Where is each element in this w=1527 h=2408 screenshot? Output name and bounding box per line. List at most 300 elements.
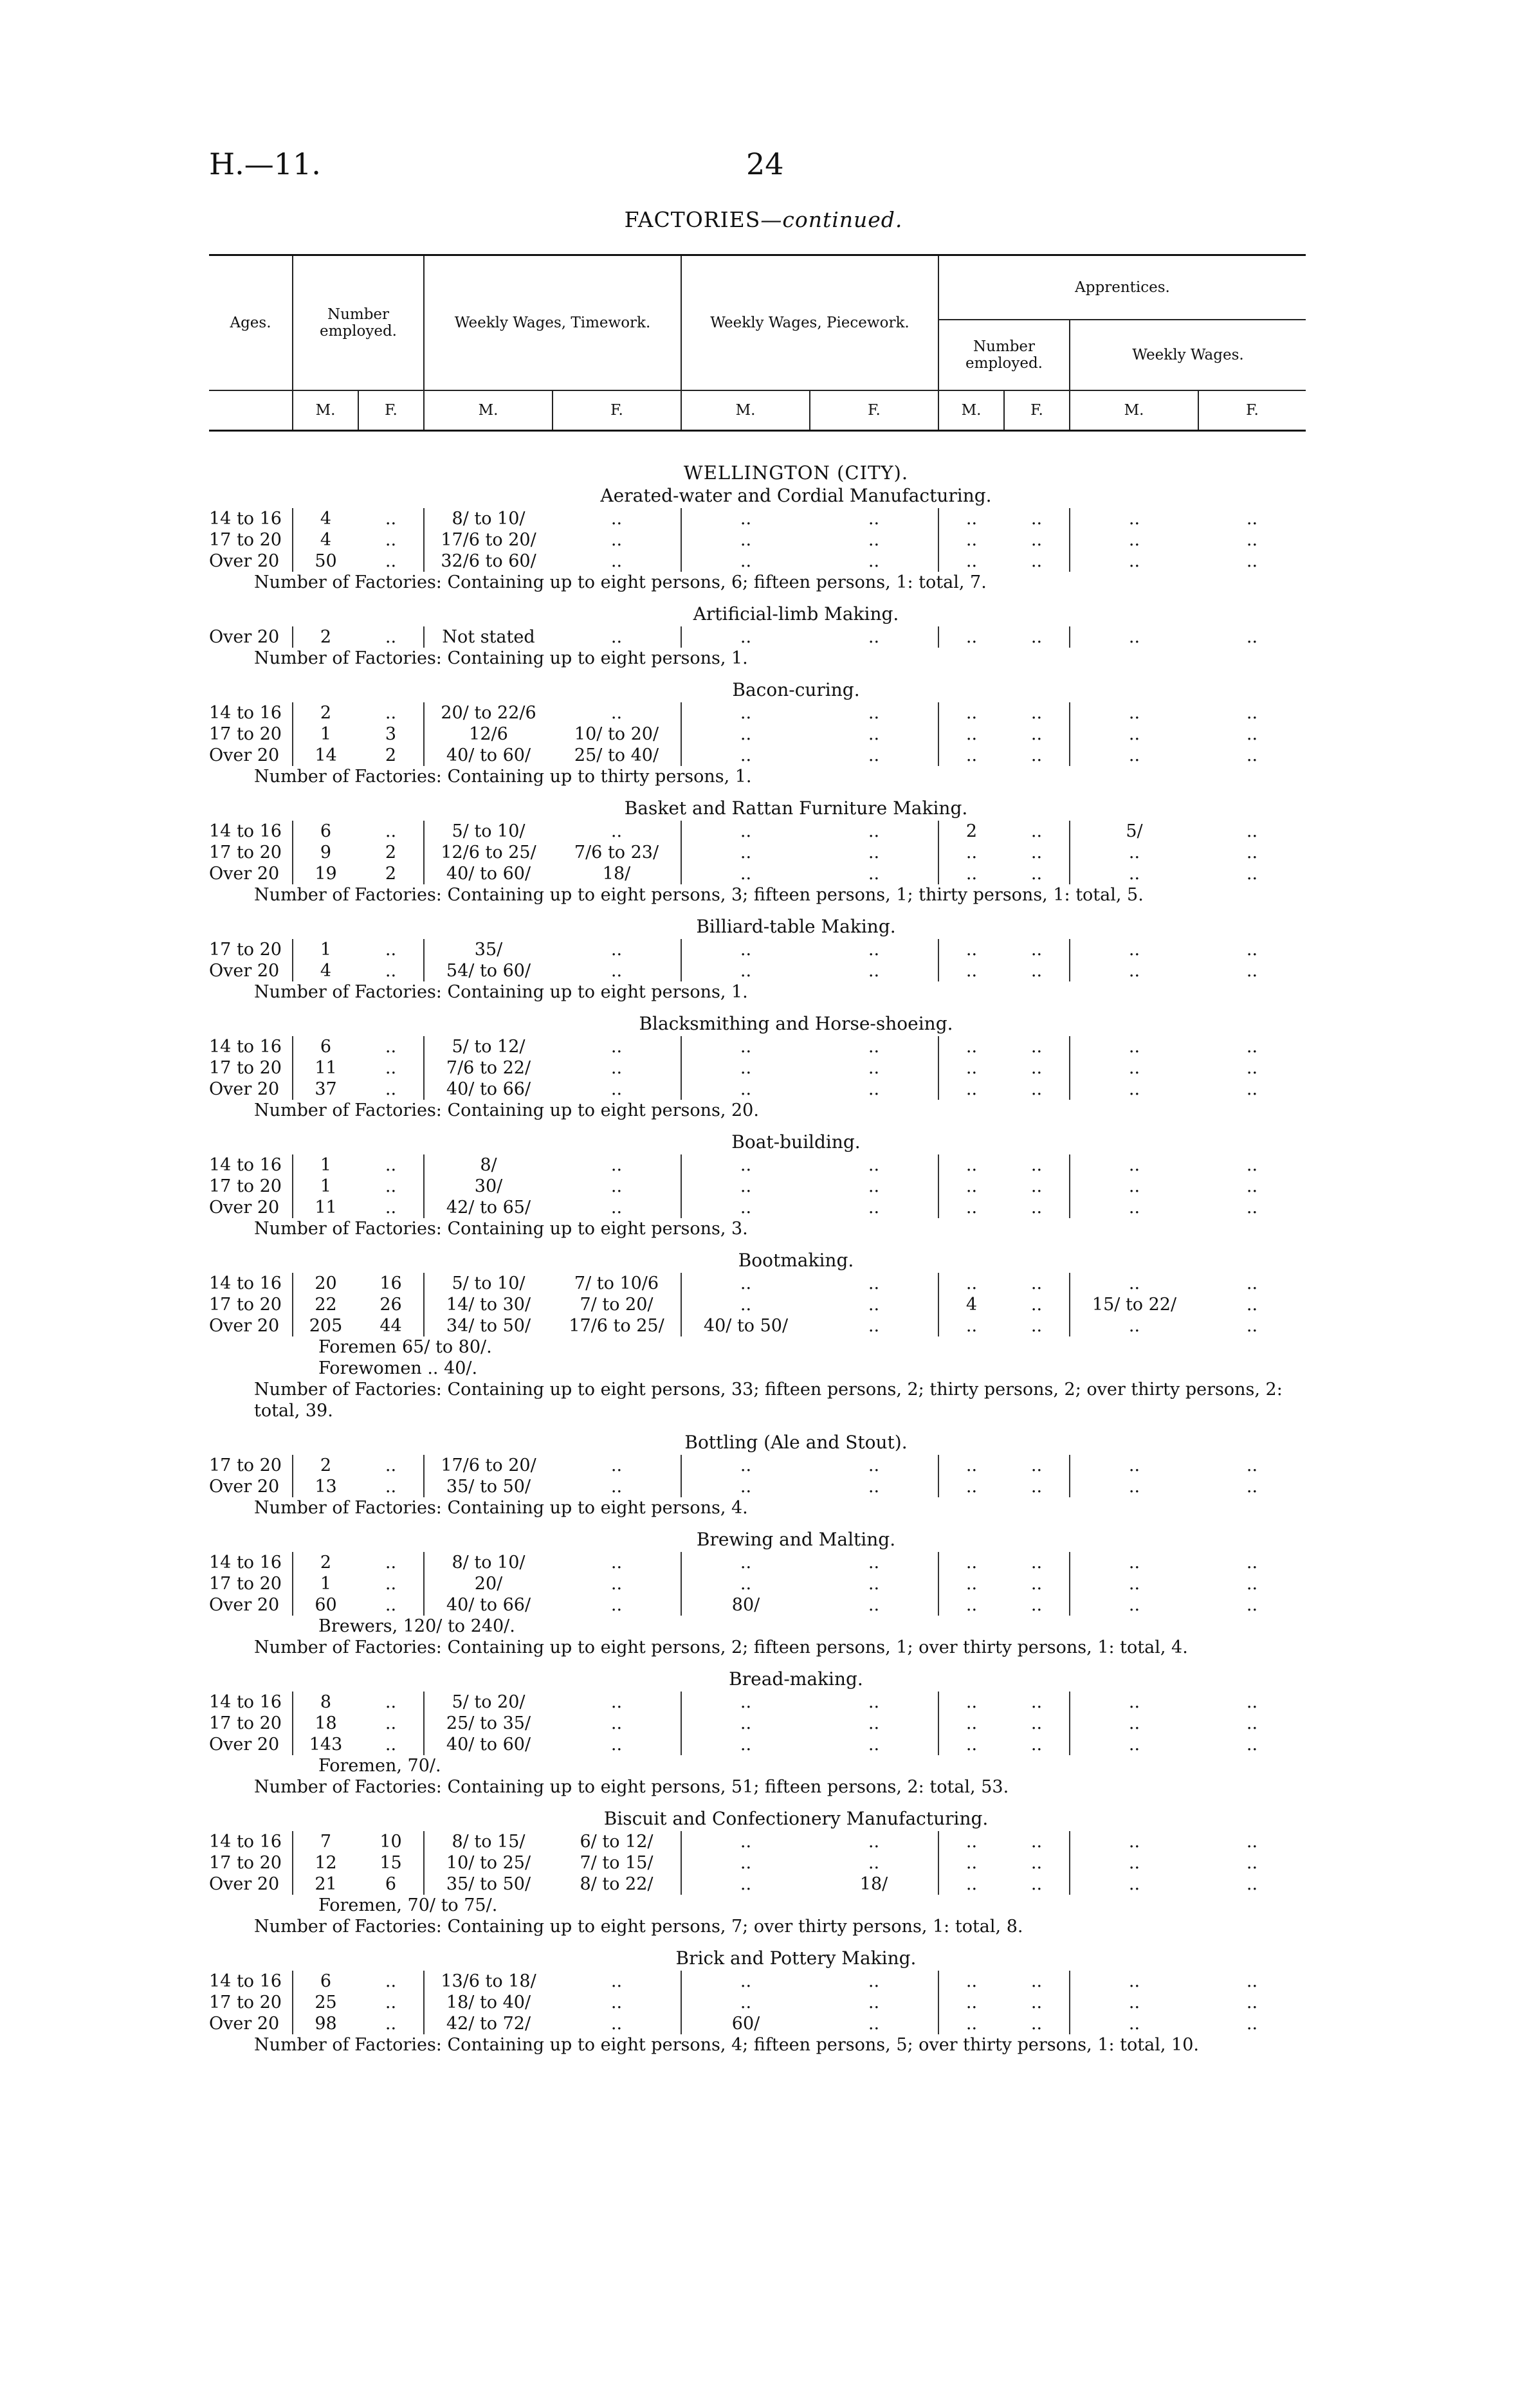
value-cell: .. — [938, 863, 1004, 884]
value-cell: 6 — [385, 1874, 397, 1894]
value-cell: .. — [681, 626, 810, 648]
industry-title: Blacksmithing and Horse-shoeing. — [639, 1013, 953, 1034]
value-cell: 1 — [293, 724, 358, 745]
value-cell: .. — [868, 1735, 880, 1755]
value-cell: 8/ to 10/ — [424, 1552, 553, 1573]
value-cell: 4 — [293, 508, 358, 529]
value-cell: 8/ to 15/ — [424, 1831, 553, 1852]
value-cell: 98 — [293, 2013, 358, 2034]
value-cell: .. — [385, 2014, 397, 2034]
value-cell: 11 — [293, 1197, 358, 1218]
value-cell: .. — [610, 940, 623, 960]
value-cell: .. — [868, 1316, 880, 1336]
age-cell: 14 to 16 — [209, 1037, 282, 1057]
supplementary-wage-note: Forewomen .. 40/. — [318, 1358, 478, 1378]
factories-count-note: Number of Factories: Containing up to eight persons, 1. — [254, 648, 748, 668]
value-cell: .. — [1246, 1595, 1258, 1615]
table-row — [209, 1036, 1306, 1057]
value-cell: 6 — [293, 821, 358, 842]
value-cell: .. — [610, 509, 623, 529]
value-cell: .. — [610, 1735, 623, 1755]
value-cell: .. — [1070, 551, 1198, 572]
value-cell: .. — [1246, 551, 1258, 571]
table-row — [209, 1734, 1306, 1755]
value-cell: .. — [868, 1553, 880, 1573]
value-cell: .. — [1070, 724, 1198, 745]
value-cell: .. — [1030, 843, 1043, 862]
factories-count-note: Number of Factories: Containing up to eight persons, 3; fifteen persons, 1; thirty persons, 1: total, 5. — [254, 885, 1144, 905]
value-cell: .. — [1070, 1852, 1198, 1874]
value-cell: .. — [1246, 1713, 1258, 1733]
value-cell: .. — [1070, 1315, 1198, 1336]
factories-count-note: Number of Factories: Containing up to eight persons, 20. — [254, 1100, 759, 1120]
value-cell: .. — [1030, 1971, 1043, 1991]
value-cell: .. — [681, 842, 810, 863]
value-cell: .. — [385, 1553, 397, 1573]
value-cell: .. — [610, 1574, 623, 1594]
value-cell: .. — [385, 961, 397, 981]
value-cell: .. — [385, 1735, 397, 1755]
table-body — [209, 462, 1306, 2065]
factories-count-note: Number of Factories: Containing up to eight persons, 51; fifteen persons, 2: total, 53. — [254, 1777, 1009, 1797]
header-apprentices: Apprentices. — [938, 255, 1306, 320]
value-cell: .. — [868, 1198, 880, 1218]
value-cell: .. — [385, 1993, 397, 2012]
industry-title: Boat-building. — [731, 1131, 861, 1153]
page-number: 24 — [746, 147, 784, 181]
table-row — [209, 1079, 1306, 1100]
value-cell: .. — [1030, 1176, 1043, 1196]
value-cell: .. — [1070, 1713, 1198, 1734]
age-cell: Over 20 — [209, 864, 280, 884]
value-cell: .. — [1246, 1079, 1258, 1099]
industry-table — [209, 821, 1306, 884]
value-cell: .. — [385, 1971, 397, 1991]
value-cell: 40/ to 60/ — [424, 745, 553, 766]
value-cell: 42/ to 72/ — [424, 2013, 553, 2034]
value-cell: .. — [385, 1692, 397, 1712]
value-cell: .. — [938, 960, 1004, 981]
value-cell: .. — [868, 864, 880, 884]
industry-title: Biscuit and Confectionery Manufacturing. — [603, 1808, 989, 1829]
value-cell: .. — [1246, 1477, 1258, 1497]
value-cell: 12/6 — [424, 724, 553, 745]
factories-count-note: Number of Factories: Containing up to thirty persons, 1. — [254, 767, 752, 787]
value-cell: .. — [610, 961, 623, 981]
value-cell: 5/ to 20/ — [424, 1692, 553, 1713]
value-cell: .. — [938, 508, 1004, 529]
factories-count-note: Number of Factories: Containing up to eight persons, 3. — [254, 1219, 748, 1239]
value-cell: .. — [938, 939, 1004, 960]
value-cell: .. — [1070, 1971, 1198, 1992]
value-cell: .. — [610, 821, 623, 841]
value-cell: .. — [868, 627, 880, 647]
age-cell: Over 20 — [209, 961, 280, 981]
header-f: F. — [1004, 390, 1070, 431]
value-cell: .. — [868, 745, 880, 765]
value-cell: .. — [610, 1455, 623, 1475]
value-cell: .. — [610, 1971, 623, 1991]
table-row — [209, 1552, 1306, 1573]
value-cell: 143 — [293, 1734, 358, 1755]
value-cell: .. — [610, 1692, 623, 1712]
value-cell: .. — [1070, 2013, 1198, 2034]
table-row — [209, 1992, 1306, 2013]
value-cell: .. — [868, 821, 880, 841]
value-cell: .. — [385, 940, 397, 960]
value-cell: .. — [1070, 1036, 1198, 1057]
table-row — [209, 1692, 1306, 1713]
value-cell: .. — [938, 1476, 1004, 1497]
value-cell: 6 — [293, 1036, 358, 1057]
value-cell: .. — [1030, 745, 1043, 765]
table-row — [209, 939, 1306, 960]
industry-section — [209, 678, 1306, 787]
value-cell: .. — [1246, 1574, 1258, 1594]
value-cell: .. — [610, 551, 623, 571]
value-cell: .. — [1070, 1692, 1198, 1713]
value-cell: 10/ to 20/ — [574, 724, 659, 744]
value-cell: .. — [868, 1853, 880, 1873]
value-cell: .. — [681, 1036, 810, 1057]
header-m: M. — [424, 390, 553, 431]
value-cell: 22 — [293, 1294, 358, 1315]
industry-section — [209, 1946, 1306, 2056]
value-cell: .. — [681, 702, 810, 724]
factories-count-note: Number of Factories: Containing up to eight persons, 6; fifteen persons, 1: total, 7. — [254, 572, 987, 592]
value-cell: .. — [681, 1713, 810, 1734]
table-row — [209, 1294, 1306, 1315]
value-cell: 4 — [293, 960, 358, 981]
table-row — [209, 2013, 1306, 2034]
table-row — [209, 960, 1306, 981]
value-cell: 205 — [293, 1315, 358, 1336]
table-row — [209, 1057, 1306, 1079]
value-cell: .. — [610, 1993, 623, 2012]
age-cell: 14 to 16 — [209, 1692, 282, 1712]
table-row — [209, 1476, 1306, 1497]
value-cell: .. — [1246, 821, 1258, 841]
value-cell: .. — [385, 551, 397, 571]
value-cell: .. — [385, 1713, 397, 1733]
age-cell: Over 20 — [209, 627, 280, 647]
industry-table — [209, 1036, 1306, 1100]
value-cell: .. — [1070, 626, 1198, 648]
value-cell: .. — [385, 1155, 397, 1175]
value-cell: .. — [938, 1734, 1004, 1755]
value-cell: .. — [1070, 1573, 1198, 1594]
value-cell: .. — [938, 842, 1004, 863]
table-row — [209, 551, 1306, 572]
table-row — [209, 1154, 1306, 1176]
table-row — [209, 745, 1306, 766]
industry-table — [209, 1154, 1306, 1218]
industry-table — [209, 1273, 1306, 1336]
header-m: M. — [1070, 390, 1198, 431]
value-cell: .. — [385, 1079, 397, 1099]
value-cell: .. — [681, 1154, 810, 1176]
value-cell: .. — [681, 1734, 810, 1755]
supplementary-wage-note: Foremen, 70/ to 75/. — [318, 1895, 498, 1915]
industry-table — [209, 508, 1306, 572]
value-cell: .. — [938, 724, 1004, 745]
age-cell: Over 20 — [209, 2014, 280, 2034]
value-cell: .. — [868, 1155, 880, 1175]
value-cell: .. — [1030, 821, 1043, 841]
age-cell: Over 20 — [209, 1198, 280, 1218]
value-cell: .. — [1030, 1058, 1043, 1078]
value-cell: 20/ to 22/6 — [424, 702, 553, 724]
value-cell: .. — [1030, 1595, 1043, 1615]
value-cell: 1 — [293, 1573, 358, 1594]
table-row — [209, 1273, 1306, 1294]
table-row — [209, 821, 1306, 842]
value-cell: .. — [681, 821, 810, 842]
value-cell: 2 — [385, 745, 397, 765]
value-cell: .. — [938, 1036, 1004, 1057]
age-cell: Over 20 — [209, 551, 280, 571]
value-cell: 7/ to 20/ — [580, 1295, 654, 1315]
value-cell: .. — [681, 1852, 810, 1874]
table-row — [209, 529, 1306, 551]
value-cell: 30/ — [424, 1176, 553, 1197]
value-cell: 2 — [385, 843, 397, 862]
value-cell: 26 — [379, 1295, 402, 1315]
value-cell: 18/ to 40/ — [424, 1992, 553, 2013]
page-title: FACTORIES—continued. — [624, 207, 903, 232]
industry-table — [209, 1692, 1306, 1755]
header-f: F. — [358, 390, 424, 431]
value-cell: .. — [1070, 1455, 1198, 1476]
value-cell: .. — [610, 1037, 623, 1057]
age-cell: 14 to 16 — [209, 1832, 282, 1852]
industry-section — [209, 1248, 1306, 1421]
header-apprentice-wages: Weekly Wages. — [1070, 320, 1306, 390]
value-cell: .. — [1030, 1713, 1043, 1733]
industry-section — [209, 1130, 1306, 1239]
age-cell: 14 to 16 — [209, 1971, 282, 1991]
industry-section — [209, 1430, 1306, 1519]
age-cell: 17 to 20 — [209, 1713, 282, 1733]
header-m: M. — [938, 390, 1004, 431]
factories-count-note: Number of Factories: Containing up to eight persons, 33; fifteen persons, 2; thirty persons, 2; over thirty persons, 2: total, 39. — [254, 1380, 1283, 1421]
table-row — [209, 626, 1306, 648]
table-row — [209, 1831, 1306, 1852]
value-cell: .. — [681, 745, 810, 766]
value-cell: 42/ to 65/ — [424, 1197, 553, 1218]
value-cell: .. — [1030, 1079, 1043, 1099]
value-cell: .. — [1246, 1176, 1258, 1196]
value-cell: .. — [1246, 1316, 1258, 1336]
industry-table — [209, 626, 1306, 648]
value-cell: .. — [385, 1595, 397, 1615]
value-cell: .. — [1246, 1993, 1258, 2012]
value-cell: .. — [1246, 509, 1258, 529]
value-cell: .. — [681, 508, 810, 529]
value-cell: 17/6 to 20/ — [424, 529, 553, 551]
city-heading: WELLINGTON (CITY). — [683, 462, 909, 484]
value-cell: .. — [681, 529, 810, 551]
value-cell: .. — [938, 1315, 1004, 1336]
value-cell: .. — [1246, 627, 1258, 647]
industry-title: Artificial-limb Making. — [693, 603, 899, 625]
value-cell: .. — [1070, 1476, 1198, 1497]
value-cell: 32/6 to 60/ — [424, 551, 553, 572]
value-cell: .. — [1030, 1455, 1043, 1475]
value-cell: .. — [938, 1273, 1004, 1294]
value-cell: .. — [610, 1595, 623, 1615]
industry-section — [209, 484, 1306, 593]
value-cell: .. — [1030, 1553, 1043, 1573]
value-cell: .. — [1070, 529, 1198, 551]
value-cell: .. — [1246, 1455, 1258, 1475]
age-cell: 14 to 16 — [209, 509, 282, 529]
value-cell: .. — [868, 1993, 880, 2012]
value-cell: 15 — [379, 1853, 402, 1873]
header-m: M. — [681, 390, 810, 431]
value-cell: .. — [681, 960, 810, 981]
age-cell: Over 20 — [209, 1595, 280, 1615]
value-cell: 18/ — [859, 1874, 888, 1894]
age-cell: 17 to 20 — [209, 1295, 282, 1315]
value-cell: .. — [938, 551, 1004, 572]
value-cell: .. — [1246, 1155, 1258, 1175]
value-cell: .. — [938, 745, 1004, 766]
value-cell: 17/6 to 25/ — [569, 1316, 664, 1336]
value-cell: .. — [385, 703, 397, 723]
value-cell: .. — [1246, 864, 1258, 884]
industry-section — [209, 1667, 1306, 1798]
value-cell: 35/ — [424, 939, 553, 960]
industry-section — [209, 1012, 1306, 1121]
header-ages: Ages. — [209, 255, 293, 390]
industry-section — [209, 1807, 1306, 1937]
value-cell: 5/ to 10/ — [424, 821, 553, 842]
value-cell: 1 — [293, 1154, 358, 1176]
value-cell: 35/ to 50/ — [424, 1476, 553, 1497]
value-cell: .. — [868, 1455, 880, 1475]
value-cell: .. — [938, 1594, 1004, 1616]
value-cell: .. — [868, 509, 880, 529]
value-cell: .. — [1070, 745, 1198, 766]
age-cell: 17 to 20 — [209, 1993, 282, 2012]
value-cell: 20 — [293, 1273, 358, 1294]
value-cell: 34/ to 50/ — [424, 1315, 553, 1336]
value-cell: .. — [1246, 745, 1258, 765]
value-cell: .. — [938, 1692, 1004, 1713]
value-cell: 40/ to 66/ — [424, 1594, 553, 1616]
table-row — [209, 863, 1306, 884]
value-cell: .. — [1246, 703, 1258, 723]
industry-table — [209, 939, 1306, 981]
value-cell: .. — [1030, 1874, 1043, 1894]
value-cell: 35/ to 50/ — [424, 1874, 553, 1895]
value-cell: .. — [868, 551, 880, 571]
value-cell: 18 — [293, 1713, 358, 1734]
value-cell: .. — [1030, 724, 1043, 744]
value-cell: .. — [868, 2014, 880, 2034]
value-cell: .. — [681, 1971, 810, 1992]
value-cell: .. — [681, 1992, 810, 2013]
value-cell: .. — [1030, 2014, 1043, 2034]
industry-table — [209, 702, 1306, 766]
value-cell: .. — [1070, 1079, 1198, 1100]
value-cell: .. — [385, 530, 397, 550]
value-cell: .. — [1030, 1477, 1043, 1497]
table-row — [209, 1197, 1306, 1218]
value-cell: .. — [1070, 1154, 1198, 1176]
value-cell: 44 — [379, 1316, 402, 1336]
value-cell: .. — [1070, 1594, 1198, 1616]
value-cell: .. — [868, 940, 880, 960]
value-cell: .. — [385, 1037, 397, 1057]
value-cell: .. — [610, 1155, 623, 1175]
value-cell: 4 — [293, 529, 358, 551]
age-cell: 17 to 20 — [209, 530, 282, 550]
value-cell: .. — [610, 1198, 623, 1218]
industry-title: Bread-making. — [729, 1668, 863, 1690]
value-cell: .. — [868, 1574, 880, 1594]
value-cell: .. — [610, 1079, 623, 1099]
value-cell: .. — [868, 1058, 880, 1078]
value-cell: .. — [1070, 1734, 1198, 1755]
header-f: F. — [1198, 390, 1306, 431]
value-cell: .. — [1030, 940, 1043, 960]
value-cell: .. — [1246, 1853, 1258, 1873]
age-cell: 14 to 16 — [209, 821, 282, 841]
value-cell: 25 — [293, 1992, 358, 2013]
table-row — [209, 1713, 1306, 1734]
value-cell: .. — [868, 1477, 880, 1497]
value-cell: 40/ to 50/ — [681, 1315, 810, 1336]
value-cell: 2 — [385, 864, 397, 884]
age-cell: 17 to 20 — [209, 843, 282, 862]
value-cell: .. — [1030, 1295, 1043, 1315]
value-cell: .. — [1030, 1993, 1043, 2012]
value-cell: .. — [1070, 863, 1198, 884]
value-cell: .. — [1246, 1692, 1258, 1712]
value-cell: .. — [385, 1198, 397, 1218]
value-cell: .. — [681, 1476, 810, 1497]
value-cell: .. — [1030, 961, 1043, 981]
value-cell: .. — [938, 1713, 1004, 1734]
table-row — [209, 1594, 1306, 1616]
age-cell: Over 20 — [209, 745, 280, 765]
value-cell: .. — [938, 1852, 1004, 1874]
value-cell: .. — [868, 1295, 880, 1315]
supplementary-wage-note: Foremen 65/ to 80/. — [318, 1337, 492, 1357]
value-cell: .. — [868, 703, 880, 723]
value-cell: 14 — [293, 745, 358, 766]
value-cell: 10 — [379, 1832, 402, 1852]
value-cell: .. — [868, 843, 880, 862]
factories-count-note: Number of Factories: Containing up to eight persons, 4. — [254, 1498, 748, 1518]
age-cell: Over 20 — [209, 1477, 280, 1497]
value-cell: .. — [868, 1079, 880, 1099]
value-cell: .. — [938, 1552, 1004, 1573]
age-cell: Over 20 — [209, 1316, 280, 1336]
industry-title: Bottling (Ale and Stout). — [684, 1432, 908, 1453]
value-cell: .. — [938, 1154, 1004, 1176]
value-cell: .. — [868, 1832, 880, 1852]
value-cell: .. — [1070, 1874, 1198, 1895]
value-cell: .. — [610, 1713, 623, 1733]
age-cell: Over 20 — [209, 1079, 280, 1099]
table-row — [209, 1176, 1306, 1197]
value-cell: 12 — [293, 1852, 358, 1874]
age-cell: 17 to 20 — [209, 1176, 282, 1196]
value-cell: .. — [1030, 864, 1043, 884]
